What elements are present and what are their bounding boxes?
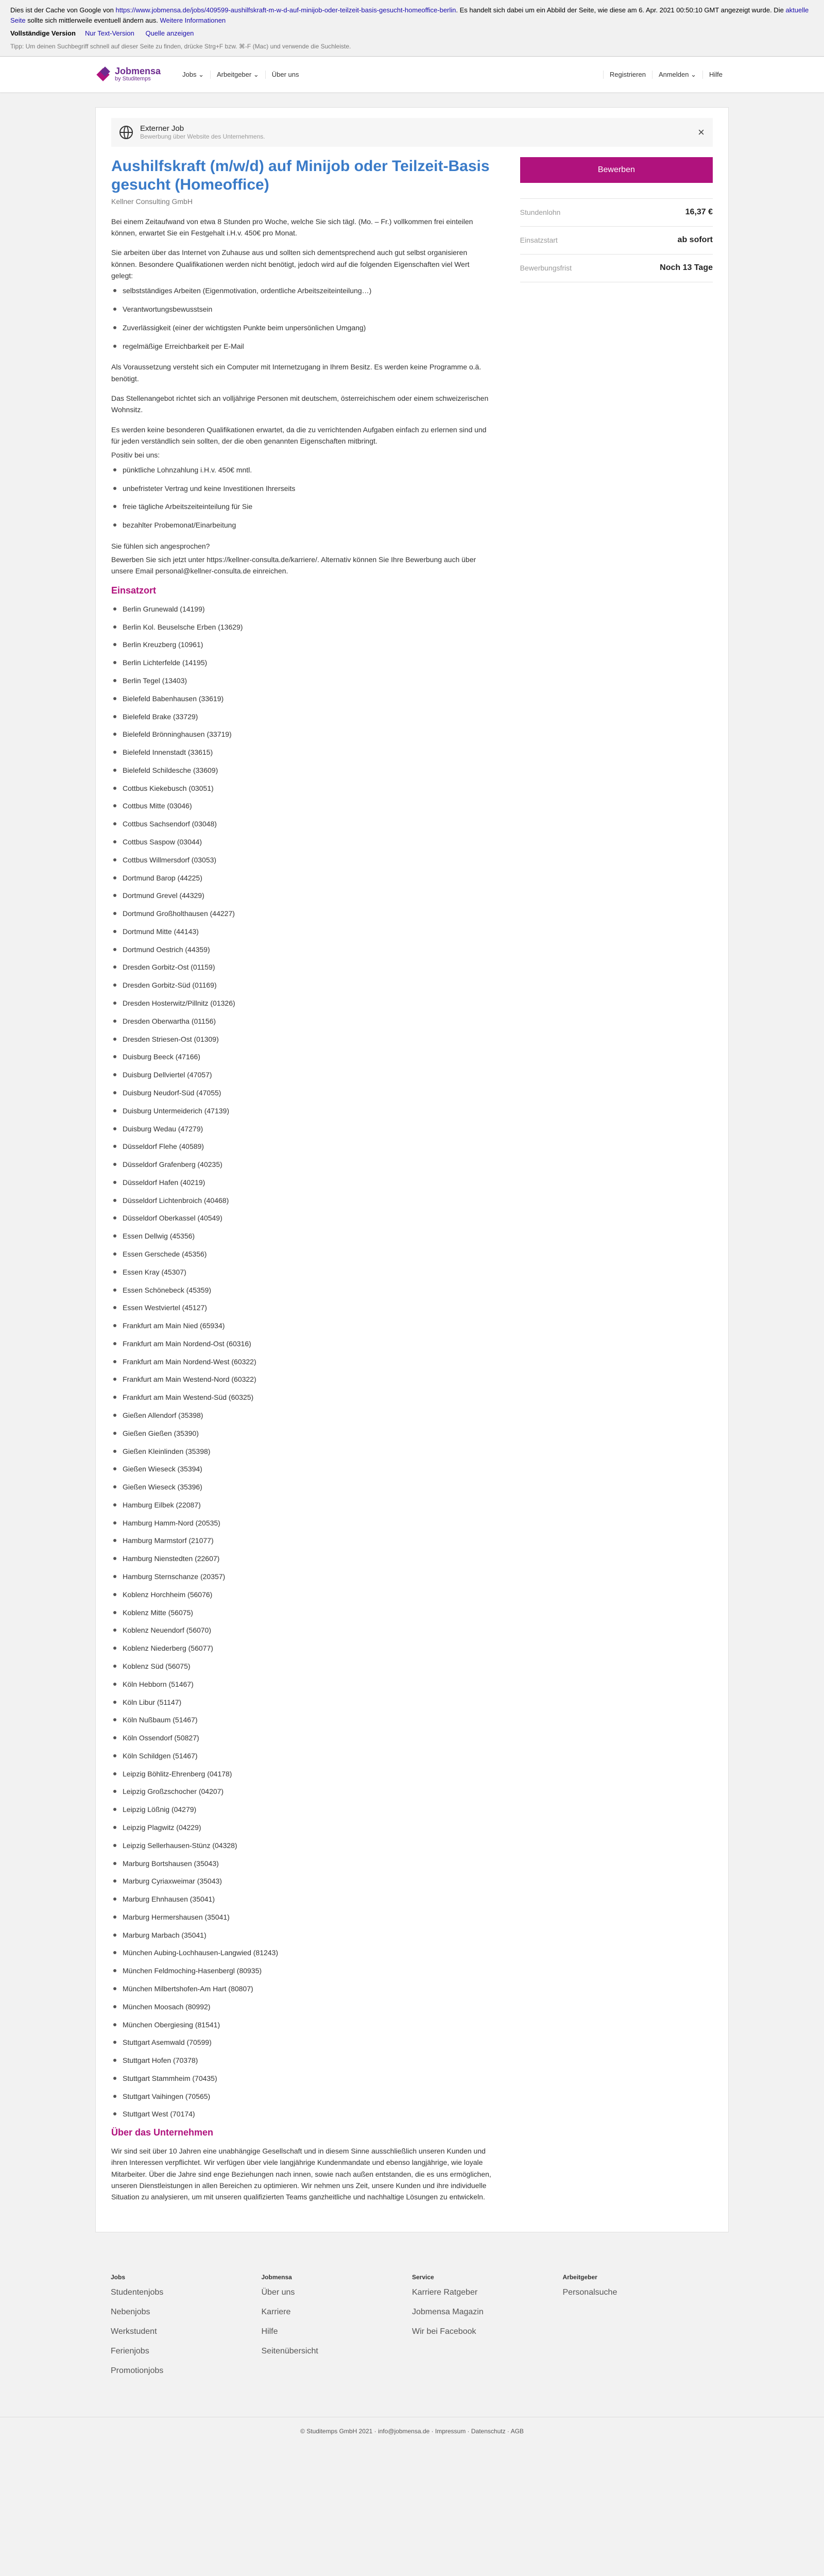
fact-row-deadline [520,255,713,282]
location-item: Leipzig Böhlitz-Ehrenberg (04178) [111,1768,492,1780]
location-item: Koblenz Mitte (56075) [111,1607,492,1618]
location-item: Dresden Oberwartha (01156) [111,1015,492,1027]
nav-registrieren[interactable]: Registrieren [603,71,652,79]
location-item: Dresden Hosterwitz/Pillnitz (01326) [111,997,492,1009]
fact-row-start [520,227,713,255]
view-source-link[interactable]: Quelle anzeigen [145,29,194,37]
cache-version-links [10,28,814,39]
location-item: Dresden Gorbitz-Ost (01159) [111,961,492,973]
location-item: Bielefeld Babenhausen (33619) [111,693,492,704]
external-job-subtitle: Bewerbung über Website des Unternehmens. [140,133,265,140]
locations-heading: Einsatzort [111,585,157,596]
user-nav [603,71,729,79]
location-item: Koblenz Niederberg (56077) [111,1642,492,1654]
location-item: Koblenz Horchheim (56076) [111,1589,492,1600]
intro-paragraph: Bei einem Zeitaufwand von etwa 8 Stunden pro Woche, welche Sie sich tägl. (Mo. – Fr.) vollkommen frei einteilen können, erwartet Sie ein Festgehalt i.H.v. 450€ pro Monat. [111,217,473,237]
cache-tip: Tipp: Um deinen Suchbegriff schnell auf dieser Seite zu finden, drücke Strg+F bzw. ⌘-F (Mac) und verwende die Suchleiste. [10,42,351,50]
external-job-notice [111,118,713,147]
list-item: Zuverlässigkeit (einer der wichtigsten Punkte beim unpersönlichen Umgang) [111,323,492,334]
location-item: Hamburg Marmstorf (21077) [111,1535,492,1546]
location-item: Marburg Cyriaxweimar (35043) [111,1875,492,1887]
location-item: Koblenz Süd (56075) [111,1660,492,1672]
location-item: Düsseldorf Oberkassel (40549) [111,1212,492,1224]
location-item: Berlin Kol. Beuselsche Erben (13629) [111,621,492,633]
list-item: pünktliche Lohnzahlung i.H.v. 450€ mntl. [111,465,492,476]
globe-icon [119,126,133,139]
footer-heading: Jobmensa [261,2273,292,2281]
about-paragraph: Wir sind seit über 10 Jahren eine unabhängige Gesellschaft und in diesem Sinne ausschließlich unseren Kunden und ihren Interessen verpflichtet. Wir verfügen über viele langjährige Kundenmandate und ebenso langjährige, wie loyale Mitarbeiter. Über die Jahre sind enge Beziehungen nach innen, sowie nach außen entstanden, die es uns ermöglichen, unseren Dienstleistungen in allen Bereichen zu optimieren. Wir nehmen uns Zeit, unsere Kunden und ihre individuelle Situation zu analysieren, um mit unseren qualifizierten Teams ganzheitliche und nachhaltige Lösungen zu entwickeln. [111,2146,491,2201]
location-item: Cottbus Saspow (03044) [111,836,492,848]
location-item: Stuttgart Vaihingen (70565) [111,2091,492,2102]
no-quals-paragraph: Es werden keine besonderen Qualifikationen erwartet, da die zu verrichtenden Aufgaben einfach zu erlernen sind und für jeden verständlich sein sollten, der die oben genannten Eigenschaften mitbringt. [111,425,487,446]
job-facts [520,198,713,282]
footer-link[interactable]: Werkstudent [111,2327,157,2336]
footer-col-jobmensa [262,2274,413,2386]
location-item: München Obergiesing (81541) [111,2019,492,2030]
location-item: Köln Ossendorf (50827) [111,1732,492,1743]
location-item: Köln Hebborn (51467) [111,1679,492,1690]
cache-mid2: sollte sich mittlerweile eventuell ändern aus. [25,16,160,24]
fact-value: ab sofort [677,235,713,244]
apply-paragraph: Bewerben Sie sich jetzt unter https://kellner-consulta.de/karriere/. Alternativ können Sie Ihre Bewerbung auch über unsere Email personal@kellner-consulta.de einreichen. [111,555,476,575]
location-item: Hamburg Nienstedten (22607) [111,1553,492,1564]
location-item: Dortmund Großholthausen (44227) [111,908,492,919]
location-item: Bielefeld Brönninghausen (33719) [111,728,492,740]
location-item: Essen Westviertel (45127) [111,1302,492,1313]
location-item: Duisburg Neudorf-Süd (47055) [111,1087,492,1098]
footer-link[interactable]: Jobmensa Magazin [412,2307,484,2316]
location-item: Gießen Gießen (35390) [111,1428,492,1439]
location-item: Berlin Lichterfelde (14195) [111,657,492,668]
cache-info-line [10,5,814,25]
footer-heading: Arbeitgeber [562,2273,597,2281]
fact-label: Einsatzstart [520,236,558,244]
about-heading: Über das Unternehmen [111,2127,214,2138]
job-card [95,107,729,2232]
location-item: Dortmund Grevel (44329) [111,890,492,901]
footer-heading: Service [412,2273,434,2281]
location-item: Dortmund Oestrich (44359) [111,944,492,955]
location-item: Essen Gerschede (45356) [111,1248,492,1260]
footer-link[interactable]: Über uns [261,2287,295,2297]
job-sidebar [520,157,713,2211]
location-item: Düsseldorf Hafen (40219) [111,1177,492,1188]
footer-link[interactable]: Karriere Ratgeber [412,2287,478,2297]
location-item: Cottbus Kiekebusch (03051) [111,783,492,794]
list-item: selbstständiges Arbeiten (Eigenmotivation, ordentliche Arbeitszeiteinteilung…) [111,285,492,297]
cache-prefix: Dies ist der Cache von Google von [10,6,116,14]
location-item: Düsseldorf Lichtenbroich (40468) [111,1195,492,1206]
location-item: Berlin Grunewald (14199) [111,603,492,615]
location-item: Gießen Wieseck (35394) [111,1463,492,1475]
location-item: Frankfurt am Main Westend-Süd (60325) [111,1392,492,1403]
location-item: Berlin Kreuzberg (10961) [111,639,492,650]
requirement-paragraph: Als Voraussetzung versteht sich ein Computer mit Internetzugang in Ihrem Besitz. Es werden keine Programme o.ä. benötigt. [111,363,482,383]
location-item: Hamburg Hamm-Nord (20535) [111,1517,492,1529]
footer-link[interactable]: Wir bei Facebook [412,2327,476,2336]
location-item: Düsseldorf Flehe (40589) [111,1141,492,1152]
location-item: Marburg Hermershausen (35041) [111,1911,492,1923]
location-item: Marburg Bortshausen (35043) [111,1858,492,1869]
footer-link[interactable]: Personalsuche [562,2287,617,2297]
fact-label: Bewerbungsfrist [520,264,572,272]
location-item: Stuttgart Stammheim (70435) [111,2073,492,2084]
location-item: München Milbertshofen-Am Hart (80807) [111,1983,492,1994]
qualities-list [111,285,492,352]
location-item: Duisburg Beeck (47166) [111,1051,492,1062]
location-item: Gießen Wieseck (35396) [111,1481,492,1493]
location-item: München Feldmoching-Hasenbergl (80935) [111,1965,492,1976]
location-item: Stuttgart West (70174) [111,2108,492,2120]
location-item: Dortmund Mitte (44143) [111,926,492,937]
benefits-list [111,465,492,531]
footer-col-arbeitgeber [563,2274,714,2386]
current-page-link[interactable]: aktuelle Seite [10,6,809,24]
cache-mid: . Es handelt sich dabei um ein Abbild der Seite, wie diese am 6. Apr. 2021 00:50:10 GMT angezeigt wurde. Die [456,6,786,14]
footer-col-jobs [111,2274,262,2386]
nav-arbeitgeber[interactable]: Arbeitgeber ⌄ [210,71,265,79]
question-text: Sie fühlen sich angesprochen? [111,541,210,550]
location-item: Gießen Allendorf (35398) [111,1410,492,1421]
full-version-label: Vollständige Version [10,29,76,37]
location-item: München Moosach (80992) [111,2001,492,2012]
footer-link[interactable]: Karriere [261,2307,291,2316]
location-item: Koblenz Neuendorf (56070) [111,1624,492,1636]
locations-list [111,603,492,2120]
positive-label: Positiv bei uns: [111,450,160,459]
location-item: Leipzig Lößnig (04279) [111,1804,492,1815]
location-item: Bielefeld Schildesche (33609) [111,765,492,776]
footer-link[interactable]: Ferienjobs [111,2346,149,2355]
logo-name: Jobmensa [115,66,161,77]
location-item: Duisburg Untermeiderich (47139) [111,1105,492,1116]
list-item: regelmäßige Erreichbarkeit per E-Mail [111,341,492,352]
location-item: Stuttgart Asemwald (70599) [111,2037,492,2048]
nav-anmelden[interactable]: Anmelden ⌄ [652,71,702,79]
location-item: Marburg Ehnhausen (35041) [111,1893,492,1905]
company-name[interactable]: Kellner Consulting GmbH [111,197,193,206]
location-item: Hamburg Eilbek (22087) [111,1499,492,1511]
fact-label: Stundenlohn [520,208,561,216]
close-icon[interactable]: × [698,125,705,139]
site-footer [0,2253,824,2448]
footer-col-service [412,2274,563,2386]
location-item: Frankfurt am Main Nied (65934) [111,1320,492,1331]
location-item: München Aubing-Lochhausen-Langwied (81243) [111,1947,492,1958]
list-item: Verantwortungsbewusstsein [111,304,492,315]
location-item: Cottbus Willmersdorf (03053) [111,854,492,866]
location-item: Dresden Striesen-Ost (01309) [111,1033,492,1045]
job-title: Aushilfskraft (m/w/d) auf Minijob oder Teilzeit-Basis gesucht (Homeoffice) [111,157,490,193]
location-item: Hamburg Sternschanze (20357) [111,1571,492,1582]
location-item: Stuttgart Hofen (70378) [111,2055,492,2066]
fact-value: Noch 13 Tage [660,263,713,272]
location-item: Köln Nußbaum (51467) [111,1714,492,1725]
site-header [0,57,824,93]
footer-link[interactable]: Hilfe [261,2327,278,2336]
footer-link[interactable]: Studentenjobs [111,2287,164,2297]
location-item: Leipzig Sellerhausen-Stünz (04328) [111,1840,492,1851]
footer-link[interactable]: Promotionjobs [111,2366,164,2375]
location-item: Leipzig Plagwitz (04229) [111,1822,492,1833]
fact-value: 16,37 € [685,208,713,216]
location-item: Dortmund Barop (44225) [111,872,492,884]
list-item: unbefristeter Vertrag und keine Investitionen Ihrerseits [111,483,492,495]
nav-hilfe[interactable]: Hilfe [702,71,729,79]
logo-mark-icon [95,67,111,82]
location-item: Dresden Gorbitz-Süd (01169) [111,979,492,991]
location-item: Leipzig Großzschocher (04207) [111,1786,492,1797]
list-item: bezahlter Probemonat/Einarbeitung [111,520,492,531]
location-item: Essen Kray (45307) [111,1266,492,1278]
cache-url-link[interactable]: https://www.jobmensa.de/jobs/409599-aushilfskraft-m-w-d-auf-minijob-oder-teilzeit-basis-gesucht-homeoffice-berlin [115,6,456,14]
location-item: Essen Schönebeck (45359) [111,1284,492,1296]
location-item: Duisburg Dellviertel (47057) [111,1069,492,1080]
main-nav [176,71,603,79]
footer-link[interactable]: Nebenjobs [111,2307,150,2316]
location-item: Frankfurt am Main Nordend-West (60322) [111,1356,492,1367]
location-item: Marburg Marbach (35041) [111,1929,492,1941]
footer-legal: © Studitemps GmbH 2021 · info@jobmensa.de · Impressum · Datenschutz · AGB [0,2417,824,2448]
apply-button[interactable]: Bewerben [520,157,713,183]
location-item: Bielefeld Brake (33729) [111,711,492,722]
location-item: Frankfurt am Main Westend-Nord (60322) [111,1374,492,1385]
nav-jobs[interactable]: Jobs ⌄ [182,70,204,78]
footer-heading: Jobs [111,2273,126,2281]
text-only-link[interactable]: Nur Text-Version [84,29,134,37]
job-description [111,157,492,2211]
location-item: Düsseldorf Grafenberg (40235) [111,1159,492,1170]
nav-ueber-uns[interactable]: Über uns [265,71,305,79]
fact-row-hourly-wage [520,199,713,227]
location-item: Gießen Kleinlinden (35398) [111,1446,492,1457]
location-item: Köln Schildgen (51467) [111,1750,492,1761]
list-item: freie tägliche Arbeitszeiteinteilung für Sie [111,501,492,513]
external-job-title: Externer Job [140,124,184,133]
location-item: Duisburg Wedau (47279) [111,1123,492,1134]
location-item: Cottbus Sachsendorf (03048) [111,818,492,829]
intro-paragraph-2: Sie arbeiten über das Internet von Zuhause aus und sollten sich dementsprechend auch gut selbst organisieren können. Besondere Qualifikationen werden nicht benötigt, jedoch wird auf die folgenden Eigenschaften viel Wert gelegt: [111,248,470,280]
more-info-link[interactable]: Weitere Informationen [160,16,226,24]
location-item: Frankfurt am Main Nordend-Ost (60316) [111,1338,492,1349]
location-item: Cottbus Mitte (03046) [111,800,492,811]
logo-sub: by Studitemps [115,76,151,82]
jobmensa-logo[interactable] [95,66,161,82]
location-item: Berlin Tegel (13403) [111,675,492,686]
target-paragraph: Das Stellenangebot richtet sich an volljährige Personen mit deutschem, österreichischem oder einem schweizerischen Wohnsitz. [111,394,489,414]
location-item: Essen Dellwig (45356) [111,1230,492,1242]
google-cache-banner [0,0,824,57]
location-item: Köln Libur (51147) [111,1697,492,1708]
footer-link[interactable]: Seitenübersicht [261,2346,318,2355]
location-item: Bielefeld Innenstadt (33615) [111,747,492,758]
